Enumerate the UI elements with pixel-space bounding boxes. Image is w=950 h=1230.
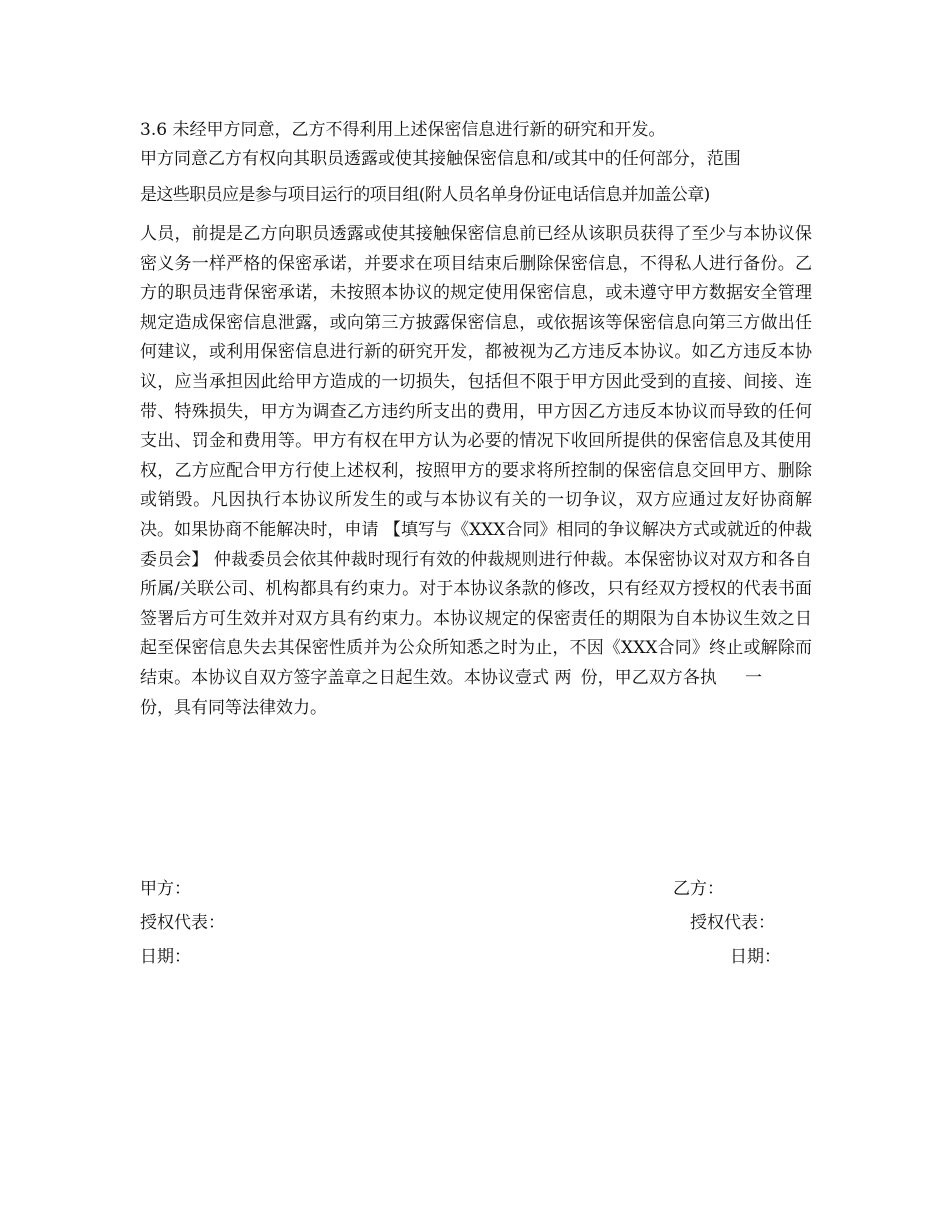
signature-row-date <box>140 946 812 970</box>
signature-row-representative <box>140 912 812 936</box>
date-a-label: 日期： <box>140 947 191 967</box>
agreement-body <box>140 220 812 723</box>
copies-mid: 份，甲乙双方各执 <box>580 667 717 688</box>
copies-suffix: 份，具有同等法律效力。 <box>140 697 327 718</box>
rep-a-label: 授权代表： <box>140 913 225 933</box>
intro-line-2: 是这些职员应是参与项目运行的项目组(附人员名单身份证电话信息并加盖公章) <box>140 185 710 205</box>
copies-count: 两 <box>554 667 572 688</box>
party-a-label: 甲方： <box>140 879 191 899</box>
intro-line-1: 甲方同意乙方有权向其职员透露或使其接触保密信息和/或其中的任何部分，范围 <box>140 149 741 169</box>
signature-row-party <box>140 878 812 902</box>
party-b-label: 乙方： <box>673 879 724 899</box>
date-b-label: 日期： <box>730 947 781 967</box>
agreement-body-text: 人员，前提是乙方向职员透露或使其接触保密信息前已经从该职员获得了至少与本协议保密义务一样严格的保密承诺，并要求在项目结束后删除保密信息，不得私人进行备份。乙方的职员违背保密承诺，未按照本协议的规定使用保密信息，或未遵守甲方数据安全管理规定造成保密信息泄露，或向第三方披露保密信息，或依据该等保密信息向第三方做出任何建议，或利用保密信息进行新的研究开发，都被视为乙方违反本协议。如乙方违反本协议，应当承担因此给甲方造成的一切损失，包括但不限于甲方因此受到的直接、间接、连带、特殊损失，甲方为调查乙方违约所支出的费用，甲方因乙方违反本协议而导致的任何支出、罚金和费用等。甲方有权在甲方认为必要的情况下收回所提供的保密信息及其使用权，乙方应配合甲方行使上述权利，按照甲方的要求将所控制的保密信息交回甲方、删除或销毁。凡因执行本协议所发生的或与本协议有关的一切争议，双方应通过友好协商解决。如果协商不能解决时，申请 【填写与《XXX合同》相同的争议解决方式或就近的仲裁委员会】 仲裁委员会依其仲裁时现行有效的仲裁规则进行仲裁。本保密协议对双方和各自所属/关联公司、机构都具有约束力。对于本协议条款的修改，只有经双方授权的代表书面签署后方可生效并对双方具有约束力。本协议规定的保密责任的期限为自本协议生效之日起至保密信息失去其保密性质并为公众所知悉之时为止，不因《XXX合同》终止或解除而结束。本协议自双方签字盖章之日起生效。本协议壹式 <box>140 224 812 688</box>
copies-each: 一 <box>744 667 763 688</box>
rep-b-label: 授权代表： <box>690 913 775 933</box>
clause-3-6: 3.6 未经甲方同意，乙方不得利用上述保密信息进行新的研究和开发。 <box>140 120 666 140</box>
